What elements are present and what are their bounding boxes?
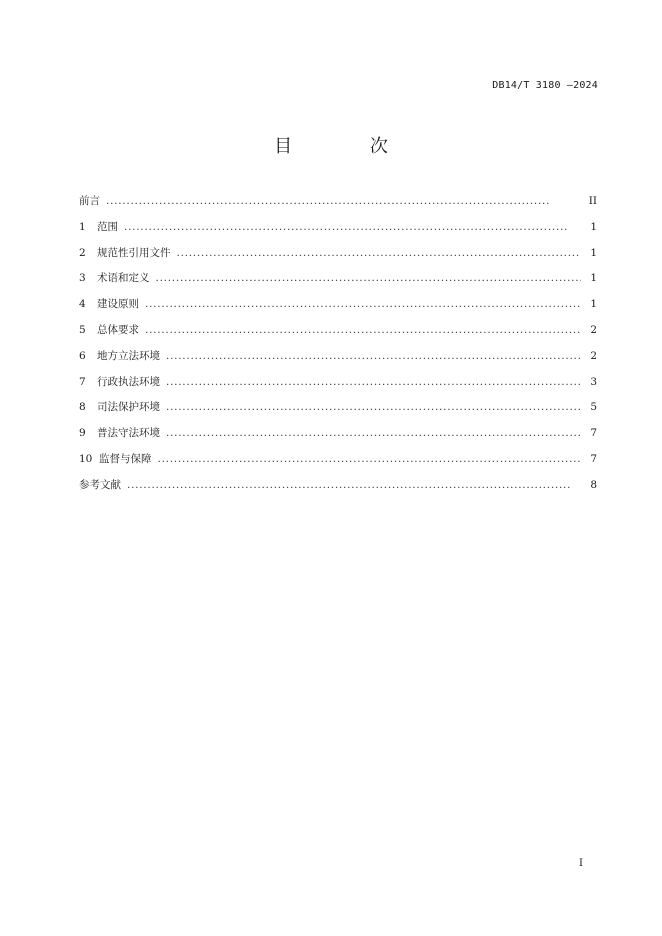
toc-entry-label: 行政执法环境	[97, 375, 160, 388]
toc-entry-label: 范围	[97, 220, 118, 233]
toc-entry-number: 3	[79, 272, 86, 285]
toc-entry-page: 8	[590, 478, 597, 491]
toc-entry-page: 2	[590, 349, 597, 362]
toc-entry-label: 建设原则	[97, 298, 139, 311]
dot-leader	[166, 427, 581, 439]
dot-leader	[145, 324, 581, 336]
dot-leader	[106, 195, 581, 207]
toc-entry-judicial-protection[interactable]	[79, 399, 599, 425]
toc-entry-label: 前言	[79, 195, 100, 207]
toc-entry-page: 2	[590, 323, 597, 336]
dot-leader	[166, 350, 581, 362]
dot-leader	[127, 479, 581, 491]
toc-entry-foreword[interactable]	[79, 193, 599, 219]
toc-entry-number: 9	[79, 427, 86, 440]
toc-entry-page: 5	[590, 401, 597, 414]
toc-entry-label: 术语和定义	[97, 272, 150, 285]
toc-entry-supervision-guarantee[interactable]	[79, 451, 599, 477]
dot-leader	[124, 221, 581, 233]
dot-leader	[177, 247, 582, 259]
dot-leader	[158, 453, 582, 465]
toc-entry-normative-references[interactable]	[79, 245, 599, 271]
toc-entry-administrative-enforcement[interactable]	[79, 374, 599, 400]
toc-entry-number: 8	[79, 401, 86, 414]
table-of-contents	[79, 193, 599, 503]
toc-entry-page: II	[588, 195, 597, 207]
dot-leader	[145, 298, 581, 310]
toc-entry-number: 7	[79, 375, 86, 388]
toc-entry-construction-principles[interactable]	[79, 296, 599, 322]
toc-entry-scope[interactable]	[79, 219, 599, 245]
toc-entry-number: 5	[79, 323, 86, 336]
toc-entry-label: 总体要求	[97, 323, 139, 336]
toc-entry-label: 地方立法环境	[97, 349, 160, 362]
toc-entry-page: 1	[590, 272, 597, 285]
toc-entry-label: 监督与保障	[99, 452, 152, 465]
toc-entry-label: 参考文献	[79, 478, 121, 491]
toc-entry-page: 3	[590, 375, 597, 388]
toc-entry-label: 司法保护环境	[97, 401, 160, 414]
toc-entry-number: 10	[79, 452, 93, 465]
toc-entry-label: 规范性引用文件	[97, 246, 171, 259]
toc-entry-page: 7	[590, 427, 597, 440]
toc-entry-bibliography[interactable]	[79, 477, 599, 503]
document-code: DB14/T 3180 —2024	[492, 80, 598, 91]
dot-leader	[166, 401, 581, 413]
toc-entry-page: 7	[590, 452, 597, 465]
toc-entry-terms-definitions[interactable]	[79, 270, 599, 296]
toc-entry-number: 6	[79, 349, 86, 362]
toc-entry-number: 1	[79, 220, 86, 233]
toc-entry-local-legislation[interactable]	[79, 348, 599, 374]
toc-entry-label: 普法守法环境	[97, 427, 160, 440]
page-number: I	[579, 858, 583, 869]
toc-entry-page: 1	[590, 220, 597, 233]
toc-entry-law-popularization[interactable]	[79, 425, 599, 451]
toc-title: 目 次	[274, 136, 424, 157]
toc-entry-number: 4	[79, 298, 86, 311]
toc-entry-page: 1	[590, 298, 597, 311]
toc-entry-number: 2	[79, 246, 86, 259]
dot-leader	[166, 376, 581, 388]
toc-entry-general-requirements[interactable]	[79, 322, 599, 348]
dot-leader	[156, 272, 582, 284]
toc-entry-page: 1	[590, 246, 597, 259]
